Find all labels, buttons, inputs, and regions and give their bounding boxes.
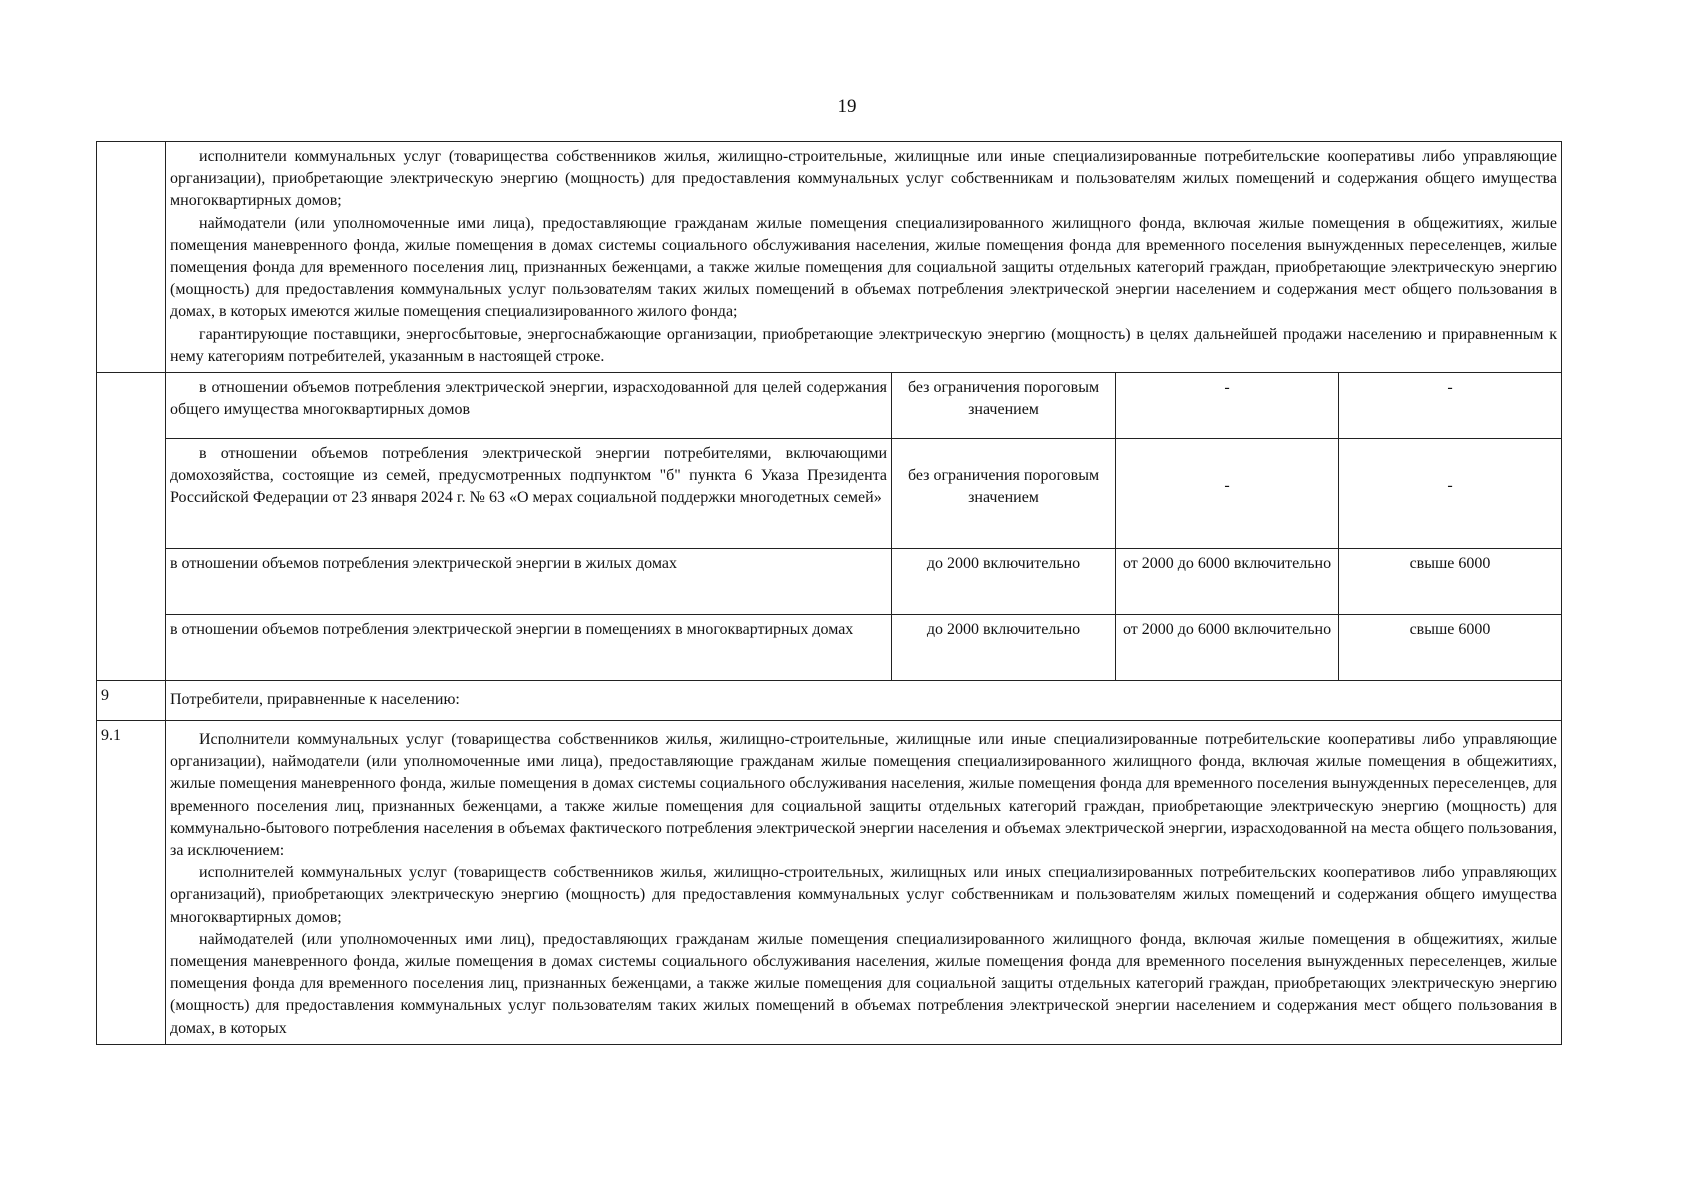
threshold-2: от 2000 до 6000 включительно [1116,549,1339,615]
table-row [97,373,1562,439]
threshold-3: - [1339,373,1562,439]
paragraph: наймодатели (или уполномоченные ими лица), предоставляющие гражданам жилые помещения специализированного жилищного фонда, включая жилые помещения в общежитиях, жилые помещения маневренного фонда, жилые помещения в домах системы социального обслуживания населения, жилые помещения фонда для временного поселения вынужденных переселенцев, жилые помещения фонда для временного поселения лиц, признанных беженцами, а также жилые помещения для социальной защиты отдельных категорий граждан, приобретающие электрическую энергию (мощность) для предоставления коммунальных услуг пользователям таких жилых помещений в объемах потребления электрической энергии населением и содержания мест общего пользования в домах, в которых имеются жилые помещения специализированного жилого фонда; [170,214,1557,321]
threshold-3: - [1339,439,1562,549]
empty-number-cell [97,142,166,373]
section-text-cell [166,721,1562,1045]
threshold-1: до 2000 включительно [892,615,1116,681]
row-description: в отношении объемов потребления электрической энергии, израсходованной для целей содержания общего имущества многоквартирных домов [166,373,892,439]
threshold-1: до 2000 включительно [892,549,1116,615]
continuation-row [97,142,1562,373]
threshold-3: свыше 6000 [1339,549,1562,615]
threshold-2: - [1116,373,1339,439]
paragraph: исполнителей коммунальных услуг (товариществ собственников жилья, жилищно-строительных, жилищных или иных специализированных потребительских кооперативов либо управляющих организаций), приобретающих электрическую энергию (мощность) для предоставления коммунальных услуг собственникам и пользователям жилых помещений и содержания общего имущества многоквартирных домов; [170,864,1557,926]
section-title: Потребители, приравненные к населению: [166,681,1562,721]
row-description: в отношении объемов потребления электрической энергии потребителями, включающими домохозяйства, состоящие из семей, предусмотренных подпунктом "б" пункта 6 Указа Президента Российской Федерации от 23 января 2024 г. № 63 «О мерах социальной поддержки многодетных семей» [166,439,892,549]
threshold-2: от 2000 до 6000 включительно [1116,615,1339,681]
paragraph: Исполнители коммунальных услуг (товарищества собственников жилья, жилищно-строительные, жилищные или иные специализированные потребительские кооперативы либо управляющие организации), наймодатели (или уполномоченные ими лица), предоставляющие гражданам жилые помещения специализированного жилищного фонда, включая жилые помещения в общежитиях, жилые помещения маневренного фонда, жилые помещения в домах системы социального обслуживания населения, жилые помещения фонда для временного поселения вынужденных переселенцев, для временного поселения лиц, признанных беженцами, а также жилые помещения для социальной защиты отдельных категорий граждан, приобретающие электрическую энергию (мощность) для коммунально-бытового потребления населения в объемах фактического потребления электрической энергии населения и объемах электрической энергии, израсходованной на места общего пользования, за исключением: [170,731,1557,860]
section-number: 9.1 [97,721,166,1045]
threshold-1: без ограничения пороговым значением [892,439,1116,549]
paragraph: гарантирующие поставщики, энергосбытовые, энергоснабжающие организации, приобретающие электрическую энергию (мощность) в целях дальнейшей продажи населению и приравненным к нему категориям потребителей, указанным в настоящей строке. [170,325,1557,365]
page-number: 19 [837,96,857,117]
tariff-table [96,141,1562,1045]
table-row [97,615,1562,681]
table-row [97,439,1562,549]
threshold-2: - [1116,439,1339,549]
paragraph: исполнители коммунальных услуг (товарищества собственников жилья, жилищно-строительные, жилищные или иные специализированные потребительские кооперативы либо управляющие организации), приобретающие электрическую энергию (мощность) для предоставления коммунальных услуг собственникам и пользователям жилых помещений и содержания общего имущества многоквартирных домов; [170,148,1557,210]
threshold-1: без ограничения пороговым значением [892,373,1116,439]
paragraph: наймодателей (или уполномоченных ими лиц), предоставляющих гражданам жилые помещения специализированного жилищного фонда, включая жилые помещения в общежитиях, жилые помещения маневренного фонда, жилые помещения в домах системы социального обслуживания населения, жилые помещения фонда для временного поселения вынужденных переселенцев, жилые помещения фонда для временного поселения лиц, признанных беженцами, а также жилые помещения для социальной защиты отдельных категорий граждан, приобретающих электрическую энергию (мощность) для предоставления коммунальных услуг пользователям таких жилых помещений в объемах потребления электрической энергии населением и содержания мест общего пользования в домах, в которых [170,930,1557,1037]
section-row [97,681,1562,721]
table-row [97,549,1562,615]
row-description: в отношении объемов потребления электрической энергии в жилых домах [166,549,892,615]
threshold-3: свыше 6000 [1339,615,1562,681]
empty-number-cell [97,373,166,681]
row-description: в отношении объемов потребления электрической энергии в помещениях в многоквартирных домах [166,615,892,681]
section-number: 9 [97,681,166,721]
continuation-text-cell [166,142,1562,373]
section-row [97,721,1562,1045]
